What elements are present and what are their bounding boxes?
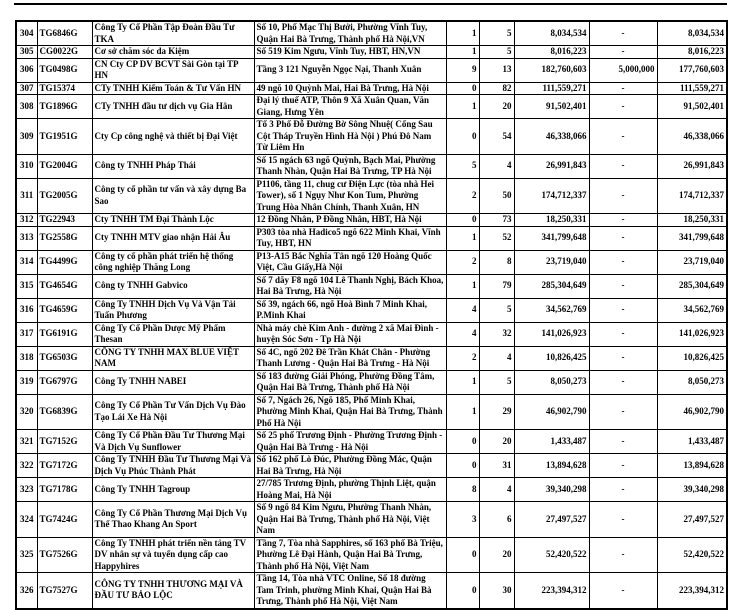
deduction-cell: - bbox=[589, 454, 657, 478]
company-code-cell: TG6846G bbox=[37, 21, 92, 46]
company-address-cell: Số 162 phố Lò Đúc, Phường Đồng Mác, Quận Hai Bà Trưng, Hà Nội bbox=[254, 454, 446, 478]
company-code-cell: TG6191G bbox=[37, 322, 92, 346]
table-row bbox=[16, 346, 727, 370]
deduction-cell: - bbox=[589, 154, 657, 178]
table-row bbox=[16, 478, 727, 502]
amount-cell: 46,338,066 bbox=[514, 119, 589, 155]
row-number-cell: 326 bbox=[16, 573, 37, 609]
company-name-cell: Cty TNHH TM Đại Thành Lộc bbox=[92, 214, 254, 227]
net-amount-cell: 39,340,298 bbox=[657, 478, 727, 502]
company-name-cell: Công Ty Cổ Phần Dược Mỹ Phẩm Thesan bbox=[92, 322, 254, 346]
company-code-cell: TG6839G bbox=[37, 394, 92, 430]
company-name-cell: CTy TNHH Kiểm Toán & Tư Vấn HN bbox=[92, 82, 254, 95]
company-address-cell: Số 7 dãy F8 ngõ 104 Lê Thanh Nghị, Bách Khoa, Hai Bà Trưng, Hà Nội bbox=[254, 274, 446, 298]
amount-cell: 10,826,425 bbox=[514, 346, 589, 370]
row-number-cell: 319 bbox=[16, 370, 37, 394]
net-amount-cell: 23,719,040 bbox=[657, 250, 727, 274]
company-address-cell: Tầng 14, Tòa nhà VTC Online, Số 18 đường Tam Trinh, phường Minh Khai, Quận Hai Bà Trưng, Thành phố Hà Nội, Việt Nam bbox=[254, 573, 446, 609]
count-1-cell: 1 bbox=[446, 274, 479, 298]
net-amount-cell: 26,991,843 bbox=[657, 154, 727, 178]
company-name-cell: Công Ty TNHH Đầu Tư Thương Mại Và Dịch Vụ Phúc Thành Phát bbox=[92, 454, 254, 478]
net-amount-cell: 91,502,401 bbox=[657, 95, 727, 119]
row-number-cell: 320 bbox=[16, 394, 37, 430]
count-1-cell: 1 bbox=[446, 46, 479, 59]
company-name-cell: Công Ty TNHH Tagroup bbox=[92, 478, 254, 502]
table-row bbox=[16, 322, 727, 346]
count-1-cell: 0 bbox=[446, 430, 479, 454]
net-amount-cell: 223,394,312 bbox=[657, 573, 727, 609]
count-2-cell: 50 bbox=[479, 178, 514, 214]
company-name-cell: Công Ty Cổ Phần Thương Mại Dịch Vụ Thể Thao Khang An Sport bbox=[92, 502, 254, 538]
company-address-cell: Nhà máy chè Kim Anh - đường 2 xã Mai Đình - huyện Sóc Sơn - Tp Hà Nội bbox=[254, 322, 446, 346]
count-1-cell: 0 bbox=[446, 573, 479, 609]
companies-table bbox=[15, 20, 728, 610]
company-name-cell: CTy TNHH đầu tư dịch vụ Gia Hân bbox=[92, 95, 254, 119]
net-amount-cell: 46,902,790 bbox=[657, 394, 727, 430]
company-name-cell: CÔNG TY TNHH MAX BLUE VIỆT NAM bbox=[92, 346, 254, 370]
company-name-cell: Công ty cổ phần phát triển hệ thống công nghiệp Thăng Long bbox=[92, 250, 254, 274]
amount-cell: 39,340,298 bbox=[514, 478, 589, 502]
company-address-cell: Tổ 3 Phố Đỗ Đường Bờ Sông Nhuệ( Cổng Sau Cột Tháp Truyền Hình Hà Nội ) Phú Đô Nam Từ Liêm Hn bbox=[254, 119, 446, 155]
table-row bbox=[16, 394, 727, 430]
company-address-cell: Đại lý thuế ATP, Thôn 9 Xã Xuân Quan, Văn Giang, Hưng Yên bbox=[254, 95, 446, 119]
amount-cell: 223,394,312 bbox=[514, 573, 589, 609]
net-amount-cell: 8,016,223 bbox=[657, 46, 727, 59]
table-row bbox=[16, 82, 727, 95]
deduction-cell: - bbox=[589, 394, 657, 430]
count-2-cell: 4 bbox=[479, 346, 514, 370]
count-2-cell: 30 bbox=[479, 573, 514, 609]
row-number-cell: 322 bbox=[16, 454, 37, 478]
deduction-cell: - bbox=[589, 502, 657, 538]
table-row bbox=[16, 274, 727, 298]
count-1-cell: 8 bbox=[446, 478, 479, 502]
table-row bbox=[16, 298, 727, 322]
amount-cell: 26,991,843 bbox=[514, 154, 589, 178]
amount-cell: 8,050,273 bbox=[514, 370, 589, 394]
company-name-cell: Công Ty Cổ Phần Tập Đoàn Đầu Tư TKA bbox=[92, 21, 254, 46]
row-number-cell: 314 bbox=[16, 250, 37, 274]
count-2-cell: 4 bbox=[479, 478, 514, 502]
company-code-cell: TG6797G bbox=[37, 370, 92, 394]
amount-cell: 13,894,628 bbox=[514, 454, 589, 478]
table-row bbox=[16, 21, 727, 46]
deduction-cell: - bbox=[589, 430, 657, 454]
table-row bbox=[16, 58, 727, 82]
page-top-rule bbox=[14, 3, 727, 5]
company-name-cell: CÔNG TY TNHH THƯƠNG MẠI VÀ ĐẦU TƯ BẢO LỘC bbox=[92, 573, 254, 609]
company-code-cell: TG2005G bbox=[37, 178, 92, 214]
count-2-cell: 29 bbox=[479, 394, 514, 430]
company-name-cell: Công Ty TNHH NABEI bbox=[92, 370, 254, 394]
deduction-cell: - bbox=[589, 322, 657, 346]
net-amount-cell: 177,760,603 bbox=[657, 58, 727, 82]
company-address-cell: 49 ngõ 10 Quỳnh Mai, Hai Bà Trưng, Hà Nội bbox=[254, 82, 446, 95]
company-address-cell: Số 25 phố Trương Định - Phường Trương Định - Quận Hai Bà Trưng - Hà Nội bbox=[254, 430, 446, 454]
company-name-cell: Cơ sở chăm sóc da Kiệm bbox=[92, 46, 254, 59]
count-2-cell: 52 bbox=[479, 226, 514, 250]
company-name-cell: Công Ty Cổ Phần Đầu Tư Thương Mại Và Dịch Vụ Sunflower bbox=[92, 430, 254, 454]
table-row bbox=[16, 430, 727, 454]
count-2-cell: 73 bbox=[479, 214, 514, 227]
row-number-cell: 324 bbox=[16, 502, 37, 538]
amount-cell: 1,433,487 bbox=[514, 430, 589, 454]
deduction-cell: - bbox=[589, 119, 657, 155]
count-1-cell: 2 bbox=[446, 346, 479, 370]
company-code-cell: TG1951G bbox=[37, 119, 92, 155]
company-address-cell: Số 10, Phố Mạc Thị Bưởi, Phường Vĩnh Tuy, Quận Hai Bà Trưng, Thành phố Hà Nội,VN bbox=[254, 21, 446, 46]
net-amount-cell: 1,433,487 bbox=[657, 430, 727, 454]
count-2-cell: 54 bbox=[479, 119, 514, 155]
company-name-cell: Công Ty TNHH Dịch Vụ Và Vận Tải Tuấn Phương bbox=[92, 298, 254, 322]
count-2-cell: 4 bbox=[479, 154, 514, 178]
amount-cell: 34,562,769 bbox=[514, 298, 589, 322]
row-number-cell: 307 bbox=[16, 82, 37, 95]
count-1-cell: 9 bbox=[446, 58, 479, 82]
deduction-cell: - bbox=[589, 178, 657, 214]
table-row bbox=[16, 119, 727, 155]
deduction-cell: - bbox=[589, 46, 657, 59]
row-number-cell: 321 bbox=[16, 430, 37, 454]
amount-cell: 174,712,337 bbox=[514, 178, 589, 214]
table-row bbox=[16, 502, 727, 538]
amount-cell: 91,502,401 bbox=[514, 95, 589, 119]
company-code-cell: TG15374 bbox=[37, 82, 92, 95]
company-address-cell: Số 519 Kim Ngưu, Vĩnh Tuy, HBT, HN,VN bbox=[254, 46, 446, 59]
company-address-cell: Số 7, Ngách 26, Ngõ 185, Phố Minh Khai, Phường Minh Khai, Quận Hai Bà Trưng, Thành Phố Hà Nội bbox=[254, 394, 446, 430]
net-amount-cell: 8,050,273 bbox=[657, 370, 727, 394]
company-code-cell: TG1896G bbox=[37, 95, 92, 119]
company-name-cell: Công Ty TNHH phát triển nền tảng TV DV nhân sự và tuyển dụng cấp cao Happyhires bbox=[92, 537, 254, 573]
count-2-cell: 5 bbox=[479, 370, 514, 394]
company-address-cell: P1106, tầng 11, chug cư Điện Lực (tòa nhà Hei Tower), số 1 Ngụy Như Kon Tum, Phường Trung Hòa Nhân Chính, Thanh Xuân, HN bbox=[254, 178, 446, 214]
deduction-cell: - bbox=[589, 250, 657, 274]
count-1-cell: 0 bbox=[446, 454, 479, 478]
row-number-cell: 323 bbox=[16, 478, 37, 502]
net-amount-cell: 285,304,649 bbox=[657, 274, 727, 298]
table-row bbox=[16, 46, 727, 59]
amount-cell: 8,034,534 bbox=[514, 21, 589, 46]
net-amount-cell: 174,712,337 bbox=[657, 178, 727, 214]
table-row bbox=[16, 214, 727, 227]
company-address-cell: P13-A15 Bắc Nghĩa Tân ngõ 120 Hoàng Quốc Việt, Cầu Giấy,Hà Nội bbox=[254, 250, 446, 274]
company-code-cell: TG4659G bbox=[37, 298, 92, 322]
net-amount-cell: 18,250,331 bbox=[657, 214, 727, 227]
amount-cell: 23,719,040 bbox=[514, 250, 589, 274]
company-code-cell: TG2004G bbox=[37, 154, 92, 178]
company-address-cell: Số 183 đường Giải Phóng, Phường Đồng Tâm, Quận Hai Bà Trưng, Thành phố Hà Nội bbox=[254, 370, 446, 394]
count-1-cell: 1 bbox=[446, 95, 479, 119]
deduction-cell: - bbox=[589, 226, 657, 250]
count-2-cell: 79 bbox=[479, 274, 514, 298]
deduction-cell: - bbox=[589, 298, 657, 322]
company-name-cell: Cty Cp công nghệ và thiết bị Đại Việt bbox=[92, 119, 254, 155]
row-number-cell: 305 bbox=[16, 46, 37, 59]
amount-cell: 18,250,331 bbox=[514, 214, 589, 227]
company-code-cell: TG4654G bbox=[37, 274, 92, 298]
count-1-cell: 5 bbox=[446, 154, 479, 178]
deduction-cell: - bbox=[589, 214, 657, 227]
count-2-cell: 5 bbox=[479, 21, 514, 46]
deduction-cell: - bbox=[589, 82, 657, 95]
row-number-cell: 306 bbox=[16, 58, 37, 82]
companies-table-body bbox=[16, 21, 727, 609]
deduction-cell: - bbox=[589, 21, 657, 46]
table-row bbox=[16, 370, 727, 394]
table-row bbox=[16, 95, 727, 119]
count-1-cell: 0 bbox=[446, 119, 479, 155]
count-2-cell: 20 bbox=[479, 537, 514, 573]
company-code-cell: TG22943 bbox=[37, 214, 92, 227]
count-2-cell: 20 bbox=[479, 95, 514, 119]
amount-cell: 341,799,648 bbox=[514, 226, 589, 250]
deduction-cell: - bbox=[589, 478, 657, 502]
row-number-cell: 310 bbox=[16, 154, 37, 178]
count-2-cell: 5 bbox=[479, 298, 514, 322]
count-1-cell: 1 bbox=[446, 394, 479, 430]
count-1-cell: 2 bbox=[446, 178, 479, 214]
row-number-cell: 312 bbox=[16, 214, 37, 227]
count-2-cell: 6 bbox=[479, 502, 514, 538]
amount-cell: 285,304,649 bbox=[514, 274, 589, 298]
count-1-cell: 3 bbox=[446, 502, 479, 538]
company-code-cell: TG6503G bbox=[37, 346, 92, 370]
table-row bbox=[16, 226, 727, 250]
company-code-cell: TG7172G bbox=[37, 454, 92, 478]
table-row bbox=[16, 537, 727, 573]
count-1-cell: 2 bbox=[446, 250, 479, 274]
count-2-cell: 13 bbox=[479, 58, 514, 82]
table-row bbox=[16, 178, 727, 214]
company-address-cell: Số 9 ngõ 84 Kim Ngưu, Phường Thanh Nhàn, Quận Hai Bà Trưng, Thành phố Hà Nội, Việt Nam bbox=[254, 502, 446, 538]
company-code-cell: TG2558G bbox=[37, 226, 92, 250]
count-2-cell: 32 bbox=[479, 322, 514, 346]
company-name-cell: CN Cty CP DV BCVT Sài Gòn tại TP HN bbox=[92, 58, 254, 82]
count-2-cell: 82 bbox=[479, 82, 514, 95]
net-amount-cell: 46,338,066 bbox=[657, 119, 727, 155]
deduction-cell: - bbox=[589, 95, 657, 119]
deduction-cell: 5,000,000 bbox=[589, 58, 657, 82]
row-number-cell: 304 bbox=[16, 21, 37, 46]
net-amount-cell: 10,826,425 bbox=[657, 346, 727, 370]
table-row bbox=[16, 154, 727, 178]
net-amount-cell: 34,562,769 bbox=[657, 298, 727, 322]
company-code-cell: TG7424G bbox=[37, 502, 92, 538]
net-amount-cell: 52,420,522 bbox=[657, 537, 727, 573]
net-amount-cell: 111,559,271 bbox=[657, 82, 727, 95]
company-code-cell: TG7526G bbox=[37, 537, 92, 573]
company-address-cell: Số 15 ngách 63 ngõ Quỳnh, Bạch Mai, Phường Thanh Nhàn, Quận Hai Bà Trưng, TP Hà Nội bbox=[254, 154, 446, 178]
deduction-cell: - bbox=[589, 537, 657, 573]
company-address-cell: Tầng 3 121 Nguyễn Ngọc Nại, Thanh Xuân bbox=[254, 58, 446, 82]
amount-cell: 46,902,790 bbox=[514, 394, 589, 430]
row-number-cell: 318 bbox=[16, 346, 37, 370]
count-2-cell: 31 bbox=[479, 454, 514, 478]
company-name-cell: Công ty TNHH Gabvico bbox=[92, 274, 254, 298]
company-code-cell: TG7178G bbox=[37, 478, 92, 502]
company-name-cell: Cty TNHH MTV giao nhận Hải Âu bbox=[92, 226, 254, 250]
amount-cell: 182,760,603 bbox=[514, 58, 589, 82]
deduction-cell: - bbox=[589, 346, 657, 370]
row-number-cell: 309 bbox=[16, 119, 37, 155]
company-code-cell: CG0022G bbox=[37, 46, 92, 59]
count-1-cell: 1 bbox=[446, 370, 479, 394]
row-number-cell: 313 bbox=[16, 226, 37, 250]
amount-cell: 141,026,923 bbox=[514, 322, 589, 346]
row-number-cell: 308 bbox=[16, 95, 37, 119]
count-1-cell: 4 bbox=[446, 322, 479, 346]
company-name-cell: Công ty TNHH Pháp Thái bbox=[92, 154, 254, 178]
company-code-cell: TG0498G bbox=[37, 58, 92, 82]
amount-cell: 27,497,527 bbox=[514, 502, 589, 538]
net-amount-cell: 8,034,534 bbox=[657, 21, 727, 46]
count-1-cell: 4 bbox=[446, 298, 479, 322]
net-amount-cell: 27,497,527 bbox=[657, 502, 727, 538]
deduction-cell: - bbox=[589, 370, 657, 394]
company-address-cell: Tầng 7, Tòa nhà Sapphires, số 163 phố Bà Triệu, Phường Lê Đại Hành, Quận Hai Bà Trưng, Thành phố Hà Nội, Việt Nam bbox=[254, 537, 446, 573]
company-name-cell: Công Ty Cổ Phần Tư Vấn Dịch Vụ Đào Tạo Lái Xe Hà Nội bbox=[92, 394, 254, 430]
count-1-cell: 1 bbox=[446, 21, 479, 46]
amount-cell: 52,420,522 bbox=[514, 537, 589, 573]
table-row bbox=[16, 454, 727, 478]
company-name-cell: Công ty cổ phần tư vấn và xây dựng Ba Sao bbox=[92, 178, 254, 214]
net-amount-cell: 341,799,648 bbox=[657, 226, 727, 250]
row-number-cell: 315 bbox=[16, 274, 37, 298]
count-1-cell: 0 bbox=[446, 537, 479, 573]
count-1-cell: 1 bbox=[446, 226, 479, 250]
amount-cell: 111,559,271 bbox=[514, 82, 589, 95]
count-2-cell: 8 bbox=[479, 250, 514, 274]
amount-cell: 8,016,223 bbox=[514, 46, 589, 59]
row-number-cell: 325 bbox=[16, 537, 37, 573]
count-2-cell: 5 bbox=[479, 46, 514, 59]
company-address-cell: P303 tòa nhà Hadico5 ngõ 622 Minh Khai, Vĩnh Tuy, HBT, HN bbox=[254, 226, 446, 250]
row-number-cell: 316 bbox=[16, 298, 37, 322]
table-row bbox=[16, 250, 727, 274]
count-1-cell: 0 bbox=[446, 82, 479, 95]
row-number-cell: 317 bbox=[16, 322, 37, 346]
company-code-cell: TG7152G bbox=[37, 430, 92, 454]
company-address-cell: 27/785 Trương Định, phường Thịnh Liệt, quận Hoàng Mai, Hà Nội bbox=[254, 478, 446, 502]
company-address-cell: 12 Đồng Nhân, P Đồng Nhân, HBT, Hà Nội bbox=[254, 214, 446, 227]
row-number-cell: 311 bbox=[16, 178, 37, 214]
company-code-cell: TG7527G bbox=[37, 573, 92, 609]
company-code-cell: TG4499G bbox=[37, 250, 92, 274]
count-2-cell: 20 bbox=[479, 430, 514, 454]
net-amount-cell: 13,894,628 bbox=[657, 454, 727, 478]
company-address-cell: Số 4C, ngõ 202 Đê Trần Khát Chân - Phường Thanh Lương - Quận Hai Bà Trưng - Hà Nội bbox=[254, 346, 446, 370]
deduction-cell: - bbox=[589, 573, 657, 609]
count-1-cell: 0 bbox=[446, 214, 479, 227]
deduction-cell: - bbox=[589, 274, 657, 298]
table-row bbox=[16, 573, 727, 609]
company-address-cell: Số 39, ngách 66, ngõ Hoà Bình 7 Minh Khai, P.Minh Khai bbox=[254, 298, 446, 322]
net-amount-cell: 141,026,923 bbox=[657, 322, 727, 346]
